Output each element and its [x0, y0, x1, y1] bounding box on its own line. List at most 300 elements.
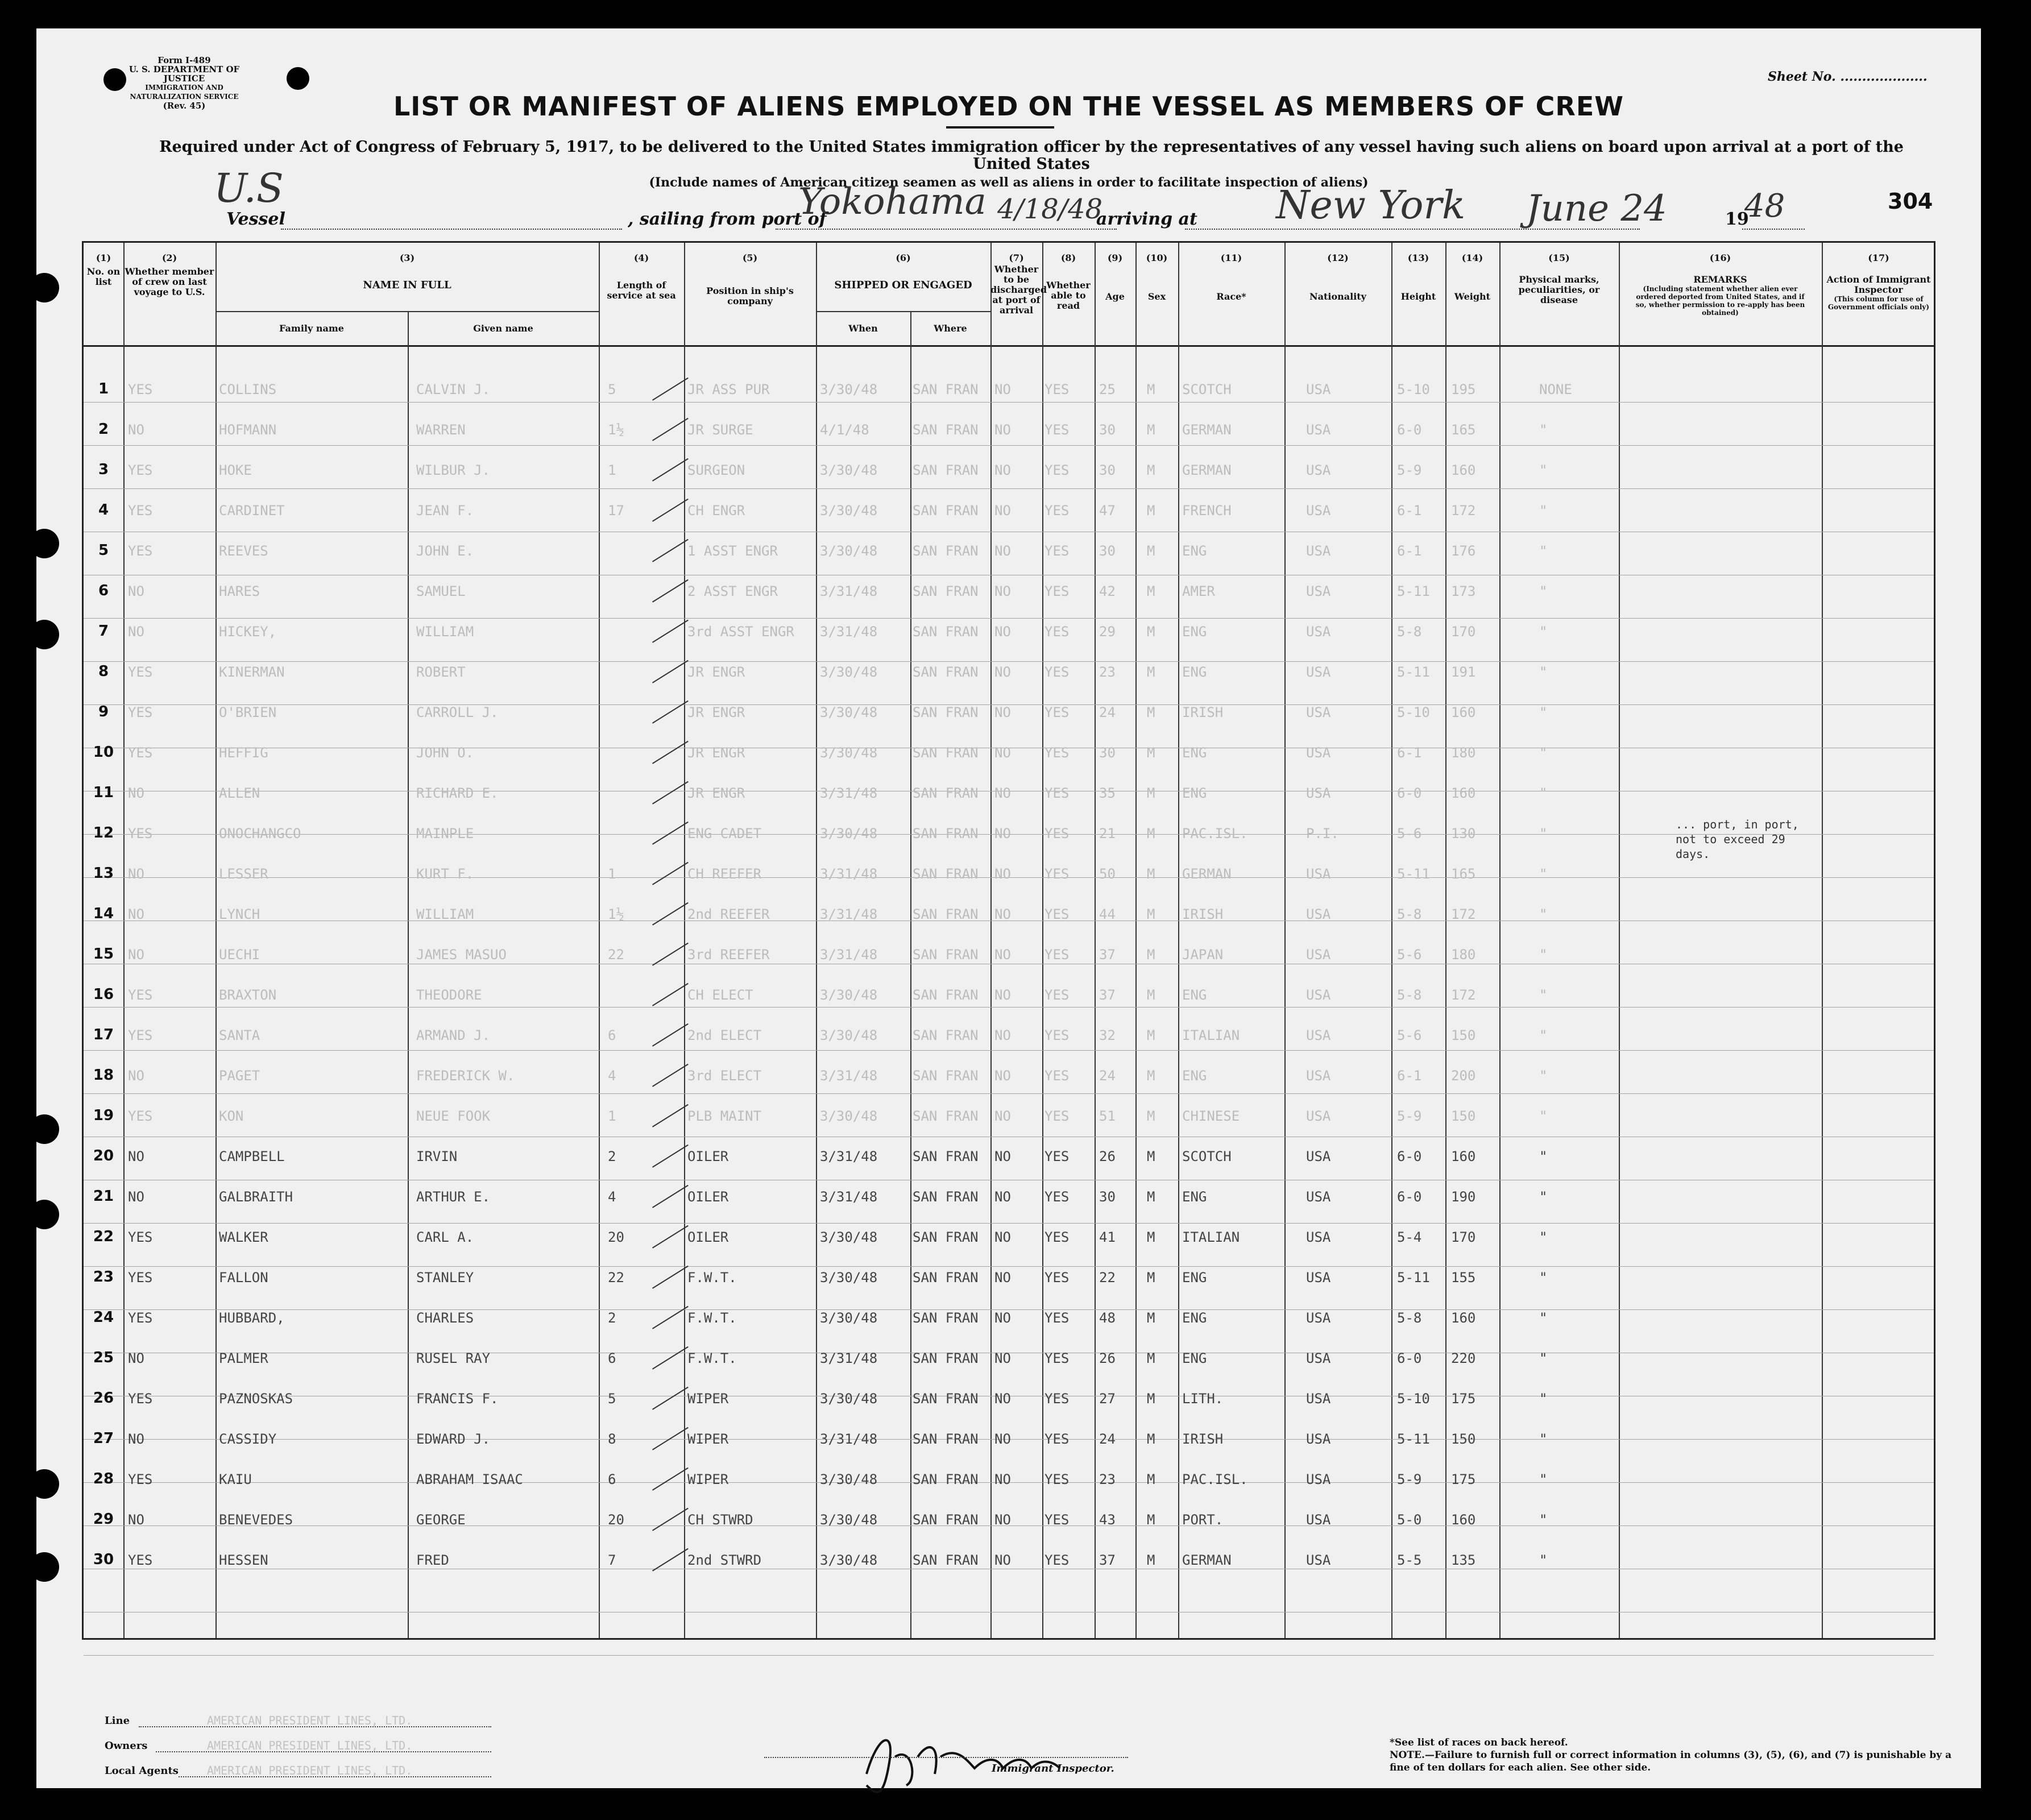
sailing-date-value: 4/18/48 — [997, 193, 1103, 225]
cell-when: 3/30/48 — [820, 1471, 878, 1487]
cell-nat: USA — [1306, 1431, 1331, 1447]
cell-weight: 195 — [1451, 382, 1476, 397]
cell-disch: NO — [994, 664, 1011, 680]
cell-given: ABRAHAM ISAAC — [416, 1471, 523, 1487]
cell-height: 6-1 — [1397, 503, 1422, 519]
row-number: 29 — [93, 1511, 114, 1528]
check-mark — [652, 902, 689, 926]
row-number: 30 — [93, 1551, 114, 1568]
cell-service: 7 — [608, 1552, 616, 1568]
cell-family: HICKEY, — [219, 624, 277, 640]
cell-weight: 173 — [1451, 583, 1476, 599]
cell-marks: NONE — [1539, 382, 1572, 397]
cell-last: YES — [128, 826, 153, 841]
cell-family: COLLINS — [219, 382, 277, 397]
cell-weight: 175 — [1451, 1391, 1476, 1407]
col-divider — [123, 243, 125, 1638]
cell-position: F.W.T. — [687, 1310, 737, 1326]
cell-service: 22 — [608, 947, 624, 963]
cell-race: ENG — [1182, 1310, 1207, 1326]
cell-position: F.W.T. — [687, 1350, 737, 1366]
cell-where: SAN FRAN — [913, 947, 979, 963]
cell-age: 30 — [1099, 422, 1116, 438]
cell-sex: M — [1147, 785, 1155, 801]
year-prefix: 19 — [1725, 209, 1749, 229]
check-mark — [652, 1266, 689, 1289]
row-rule — [84, 618, 1934, 619]
cell-read: YES — [1044, 745, 1070, 761]
row-number: 20 — [93, 1147, 114, 1164]
form-rev: (Rev. 45) — [163, 101, 206, 111]
check-mark — [652, 700, 689, 724]
cell-age: 23 — [1099, 664, 1116, 680]
row-rule — [84, 1223, 1934, 1224]
cell-given: RICHARD E. — [416, 785, 499, 801]
cell-when: 3/31/48 — [820, 785, 878, 801]
cell-marks: " — [1539, 987, 1548, 1003]
cell-when: 3/31/48 — [820, 1068, 878, 1084]
cell-sex: M — [1147, 583, 1155, 599]
check-mark — [652, 983, 689, 1006]
cell-disch: NO — [994, 1512, 1011, 1528]
row-rule — [84, 1093, 1934, 1094]
cell-weight: 160 — [1451, 785, 1476, 801]
cell-race: PORT. — [1182, 1512, 1224, 1528]
cell-given: RUSEL RAY — [416, 1350, 491, 1366]
cell-weight: 150 — [1451, 1108, 1476, 1124]
cell-service: 1 — [608, 866, 616, 882]
cell-marks: " — [1539, 543, 1548, 559]
cell-age: 37 — [1099, 987, 1116, 1003]
cell-weight: 150 — [1451, 1431, 1476, 1447]
cell-where: SAN FRAN — [913, 1310, 979, 1326]
line-value: AMERICAN PRESIDENT LINES, LTD. — [207, 1714, 413, 1727]
cell-height: 5-6 — [1397, 947, 1422, 963]
cell-when: 3/31/48 — [820, 1431, 878, 1447]
subtitle: Required under Act of Congress of February 5, 1917, to be delivered to the United States immigration officer by the representatives of any vessel having such aliens on board upon arrival at a port of the United States — [159, 138, 1904, 173]
cell-sex: M — [1147, 1108, 1155, 1124]
check-mark — [652, 1346, 689, 1370]
cell-family: BRAXTON — [219, 987, 277, 1003]
cell-weight: 160 — [1451, 462, 1476, 478]
cell-disch: NO — [994, 1108, 1011, 1124]
cell-service: 4 — [608, 1189, 616, 1205]
cell-marks: " — [1539, 503, 1548, 519]
cell-last: YES — [128, 1229, 153, 1245]
check-mark — [652, 1225, 689, 1249]
cell-height: 6-0 — [1397, 785, 1422, 801]
cell-read: YES — [1044, 422, 1070, 438]
cell-marks: " — [1539, 422, 1548, 438]
cell-given: FRANCIS F. — [416, 1391, 499, 1407]
cell-sex: M — [1147, 987, 1155, 1003]
cell-weight: 170 — [1451, 624, 1476, 640]
col-6-header: (6) SHIPPED OR ENGAGED — [834, 252, 972, 291]
footer-note — [1390, 1736, 1970, 1774]
cell-race: ENG — [1182, 1068, 1207, 1084]
cell-disch: NO — [994, 503, 1011, 519]
cell-where: SAN FRAN — [913, 543, 979, 559]
cell-given: EDWARD J. — [416, 1431, 491, 1447]
cell-where: SAN FRAN — [913, 785, 979, 801]
check-mark — [652, 943, 689, 966]
cell-disch: NO — [994, 543, 1011, 559]
cell-position: JR ENGR — [687, 785, 745, 801]
cell-nat: P.I. — [1306, 826, 1339, 841]
cell-sex: M — [1147, 1512, 1155, 1528]
cell-age: 41 — [1099, 1229, 1116, 1245]
cell-sex: M — [1147, 1027, 1155, 1043]
cell-given: FREDERICK W. — [416, 1068, 515, 1084]
row-number: 12 — [93, 824, 114, 841]
header-divider — [84, 345, 1934, 347]
cell-family: CARDINET — [219, 503, 285, 519]
cell-read: YES — [1044, 1310, 1070, 1326]
cell-marks: " — [1539, 745, 1548, 761]
col-14-header: (14) Weight — [1454, 252, 1491, 302]
cell-nat: USA — [1306, 1270, 1331, 1286]
cell-given: ARTHUR E. — [416, 1189, 491, 1205]
cell-race: ENG — [1182, 664, 1207, 680]
cell-family: WALKER — [219, 1229, 268, 1245]
cell-age: 30 — [1099, 462, 1116, 478]
vessel-value: U.S — [214, 165, 284, 212]
cell-sex: M — [1147, 947, 1155, 963]
cell-given: ARMAND J. — [416, 1027, 491, 1043]
subnote: (Include names of American citizen seamen as well as aliens in order to facilitate inspection of aliens) — [649, 175, 1369, 190]
cell-when: 3/30/48 — [820, 664, 878, 680]
cell-marks: " — [1539, 785, 1548, 801]
row-number: 14 — [93, 905, 114, 922]
cell-position: JR ENGR — [687, 745, 745, 761]
cell-position: OILER — [687, 1149, 729, 1164]
cell-weight: 135 — [1451, 1552, 1476, 1568]
cell-disch: NO — [994, 1391, 1011, 1407]
cell-height: 5-11 — [1397, 866, 1430, 882]
cell-service: 20 — [608, 1512, 624, 1528]
col-divider — [1619, 243, 1620, 1638]
cell-when: 4/1/48 — [820, 422, 869, 438]
col-9-header: (9) Age — [1105, 252, 1125, 302]
cell-age: 30 — [1099, 1189, 1116, 1205]
cell-race: GERMAN — [1182, 462, 1232, 478]
cell-height: 5-8 — [1397, 906, 1422, 922]
cell-read: YES — [1044, 503, 1070, 519]
cell-height: 5-11 — [1397, 1270, 1430, 1286]
cell-age: 21 — [1099, 826, 1116, 841]
cell-height: 5-10 — [1397, 382, 1430, 397]
cell-when: 3/30/48 — [820, 826, 878, 841]
cell-last: YES — [128, 704, 153, 720]
penalty-note: NOTE.—Failure to furnish full or correct information in columns (3), (5), (6), and (7) is punishable by a fine of ten dollars for each alien. See other side. — [1390, 1749, 1952, 1773]
cell-when: 3/31/48 — [820, 906, 878, 922]
punch-hole — [30, 1552, 59, 1582]
cell-position: CH ELECT — [687, 987, 753, 1003]
cell-where: SAN FRAN — [913, 1108, 979, 1124]
cell-where: SAN FRAN — [913, 1027, 979, 1043]
cell-read: YES — [1044, 785, 1070, 801]
check-mark — [652, 862, 689, 885]
year-suffix: 48 — [1744, 188, 1785, 225]
cell-nat: USA — [1306, 1068, 1331, 1084]
cell-read: YES — [1044, 382, 1070, 397]
cell-age: 48 — [1099, 1310, 1116, 1326]
cell-height: 6-0 — [1397, 422, 1422, 438]
cell-race: ENG — [1182, 624, 1207, 640]
cell-read: YES — [1044, 1471, 1070, 1487]
cell-read: YES — [1044, 664, 1070, 680]
cell-family: PAZNOSKAS — [219, 1391, 293, 1407]
cell-height: 5-11 — [1397, 583, 1430, 599]
cell-nat: USA — [1306, 1310, 1331, 1326]
col-divider — [599, 243, 600, 1638]
form-dept: U. S. DEPARTMENT OF JUSTICE — [129, 64, 240, 84]
vessel-label: Vessel — [226, 209, 285, 229]
cell-weight: 160 — [1451, 1512, 1476, 1528]
cell-family: CAMPBELL — [219, 1149, 285, 1164]
cell-position: JR SURGE — [687, 422, 753, 438]
col-divider — [1284, 243, 1286, 1638]
cell-race: ENG — [1182, 1189, 1207, 1205]
cell-height: 5-6 — [1397, 1027, 1422, 1043]
row-number: 22 — [93, 1228, 114, 1245]
cell-last: NO — [128, 624, 144, 640]
col-11-header: (11) Race* — [1216, 252, 1246, 302]
cell-read: YES — [1044, 1027, 1070, 1043]
row-number: 27 — [93, 1430, 114, 1447]
cell-sex: M — [1147, 543, 1155, 559]
check-mark — [652, 458, 689, 482]
cell-given: WILBUR J. — [416, 462, 491, 478]
row-number: 16 — [93, 986, 114, 1003]
cell-family: HUBBARD, — [219, 1310, 285, 1326]
cell-sex: M — [1147, 382, 1155, 397]
punch-hole — [30, 1114, 59, 1144]
cell-race: PAC.ISL. — [1182, 1471, 1248, 1487]
cell-race: IRISH — [1182, 704, 1224, 720]
col-divider — [1391, 243, 1392, 1638]
col-12-header: (12) Nationality — [1309, 252, 1366, 302]
owners-value: AMERICAN PRESIDENT LINES, LTD. — [207, 1739, 413, 1752]
cell-marks: " — [1539, 624, 1548, 640]
row-number: 23 — [93, 1268, 114, 1286]
cell-service: 5 — [608, 382, 616, 397]
cell-marks: " — [1539, 1027, 1548, 1043]
cell-when: 3/30/48 — [820, 382, 878, 397]
cell-service: 6 — [608, 1027, 616, 1043]
cell-where: SAN FRAN — [913, 906, 979, 922]
cell-given: WILLIAM — [416, 906, 474, 922]
row-number: 19 — [93, 1107, 114, 1124]
cell-sex: M — [1147, 1270, 1155, 1286]
cell-race: PAC.ISL. — [1182, 826, 1248, 841]
cell-when: 3/30/48 — [820, 745, 878, 761]
cell-read: YES — [1044, 1391, 1070, 1407]
row-number: 8 — [98, 663, 109, 680]
cell-nat: USA — [1306, 503, 1331, 519]
cell-where: SAN FRAN — [913, 1189, 979, 1205]
row-number: 9 — [98, 703, 109, 720]
cell-when: 3/31/48 — [820, 866, 878, 882]
cell-family: O'BRIEN — [219, 704, 277, 720]
row-number: 5 — [98, 542, 109, 559]
cell-sex: M — [1147, 422, 1155, 438]
cell-read: YES — [1044, 1512, 1070, 1528]
manifest-table — [82, 241, 1935, 1640]
cell-last: NO — [128, 947, 144, 963]
col-3-header: (3) NAME IN FULL — [363, 252, 451, 291]
cell-position: PLB MAINT — [687, 1108, 762, 1124]
cell-age: 24 — [1099, 704, 1116, 720]
cell-given: WARREN — [416, 422, 466, 438]
cell-family: HOKE — [219, 462, 252, 478]
row-rule — [84, 1050, 1934, 1051]
cell-last: YES — [128, 1471, 153, 1487]
cell-nat: USA — [1306, 462, 1331, 478]
cell-race: CHINESE — [1182, 1108, 1240, 1124]
check-mark — [652, 660, 689, 683]
cell-disch: NO — [994, 785, 1011, 801]
cell-nat: USA — [1306, 664, 1331, 680]
cell-given: JOHN O. — [416, 745, 474, 761]
cell-read: YES — [1044, 704, 1070, 720]
cell-sex: M — [1147, 624, 1155, 640]
cell-service: 8 — [608, 1431, 616, 1447]
check-mark — [652, 781, 689, 805]
cell-nat: USA — [1306, 1391, 1331, 1407]
cell-last: NO — [128, 906, 144, 922]
cell-race: GERMAN — [1182, 866, 1232, 882]
check-mark — [652, 499, 689, 522]
row-number: 1 — [98, 380, 109, 397]
cell-when: 3/31/48 — [820, 583, 878, 599]
punch-hole — [30, 529, 59, 558]
cell-when: 3/30/48 — [820, 1108, 878, 1124]
cell-last: NO — [128, 866, 144, 882]
cell-service: 6 — [608, 1471, 616, 1487]
cell-race: JAPAN — [1182, 947, 1224, 963]
col-divider — [1499, 243, 1501, 1638]
cell-disch: NO — [994, 704, 1011, 720]
cell-race: SCOTCH — [1182, 382, 1232, 397]
cell-family: UECHI — [219, 947, 260, 963]
cell-last: NO — [128, 1431, 144, 1447]
cell-family: BENEVEDES — [219, 1512, 293, 1528]
cell-family: PALMER — [219, 1350, 268, 1366]
cell-when: 3/31/48 — [820, 1149, 878, 1164]
row-number: 28 — [93, 1470, 114, 1487]
cell-marks: " — [1539, 1552, 1548, 1568]
check-mark — [652, 620, 689, 643]
cell-sex: M — [1147, 462, 1155, 478]
cell-sex: M — [1147, 1229, 1155, 1245]
cell-family: HEFFIG — [219, 745, 268, 761]
cell-race: SCOTCH — [1182, 1149, 1232, 1164]
arriving-port-value: New York — [1276, 183, 1466, 228]
cell-disch: NO — [994, 866, 1011, 882]
cell-sex: M — [1147, 1189, 1155, 1205]
cell-weight: 165 — [1451, 866, 1476, 882]
cell-given: CARROLL J. — [416, 704, 499, 720]
cell-last: NO — [128, 1512, 144, 1528]
cell-disch: NO — [994, 906, 1011, 922]
title-rule — [946, 126, 1054, 128]
cell-weight: 150 — [1451, 1027, 1476, 1043]
punch-hole — [30, 620, 59, 649]
cell-position: CH REEFER — [687, 866, 762, 882]
cell-marks: " — [1539, 462, 1548, 478]
cell-read: YES — [1044, 866, 1070, 882]
cell-marks: " — [1539, 1512, 1548, 1528]
cell-read: YES — [1044, 1189, 1070, 1205]
cell-marks: " — [1539, 583, 1548, 599]
cell-last: YES — [128, 543, 153, 559]
cell-height: 5-11 — [1397, 664, 1430, 680]
col-divider — [816, 243, 817, 1638]
check-mark — [652, 741, 689, 764]
cell-age: 50 — [1099, 866, 1116, 882]
cell-where: SAN FRAN — [913, 745, 979, 761]
cell-marks: " — [1539, 906, 1548, 922]
col-1-header: (1) No. on list — [86, 252, 121, 287]
cell-read: YES — [1044, 947, 1070, 963]
cell-marks: " — [1539, 1189, 1548, 1205]
signature-fill — [764, 1757, 1128, 1758]
cell-when: 3/30/48 — [820, 1552, 878, 1568]
row-number: 4 — [98, 501, 109, 519]
cell-weight: 175 — [1451, 1471, 1476, 1487]
cell-position: 3rd ASST ENGR — [687, 624, 794, 640]
cell-marks: " — [1539, 866, 1548, 882]
cell-where: SAN FRAN — [913, 1149, 979, 1164]
cell-where: SAN FRAN — [913, 1431, 979, 1447]
cell-race: IRISH — [1182, 906, 1224, 922]
cell-read: YES — [1044, 906, 1070, 922]
cell-marks: " — [1539, 1149, 1548, 1164]
col-divider — [215, 243, 217, 1638]
cell-family: SANTA — [219, 1027, 260, 1043]
cell-race: ENG — [1182, 543, 1207, 559]
col-17-header: (17) Action of Immigrant Inspector (This column for use of Government officials only) — [1826, 252, 1931, 311]
col-divider — [1042, 243, 1043, 1638]
when-header: When — [848, 323, 878, 334]
cell-family: ONOCHANGCO — [219, 826, 301, 841]
cell-disch: NO — [994, 382, 1011, 397]
row-number: 17 — [93, 1026, 114, 1043]
cell-sex: M — [1147, 745, 1155, 761]
cell-sex: M — [1147, 704, 1155, 720]
cell-age: 30 — [1099, 543, 1116, 559]
cell-position: WIPER — [687, 1431, 729, 1447]
cell-given: MAINPLE — [416, 826, 474, 841]
cell-when: 3/30/48 — [820, 1027, 878, 1043]
cell-sex: M — [1147, 866, 1155, 882]
cell-disch: NO — [994, 826, 1011, 841]
col-2-header: (2) Whether member of crew on last voyage to U.S. — [125, 252, 214, 297]
cell-disch: NO — [994, 1431, 1011, 1447]
punch-hole — [30, 1200, 59, 1229]
arrival-date-value: June 24 — [1526, 188, 1667, 230]
cell-marks: " — [1539, 1270, 1548, 1286]
year-fill — [1742, 229, 1805, 230]
col-5-header: (5) Position in ship's company — [706, 252, 794, 306]
sailing-port-value: Yokohama — [798, 181, 987, 223]
cell-position: 1 ASST ENGR — [687, 543, 778, 559]
cell-given: CHARLES — [416, 1310, 474, 1326]
owners-label: Owners — [105, 1740, 148, 1752]
cell-position: 2nd REEFER — [687, 906, 770, 922]
check-mark — [652, 1064, 689, 1087]
